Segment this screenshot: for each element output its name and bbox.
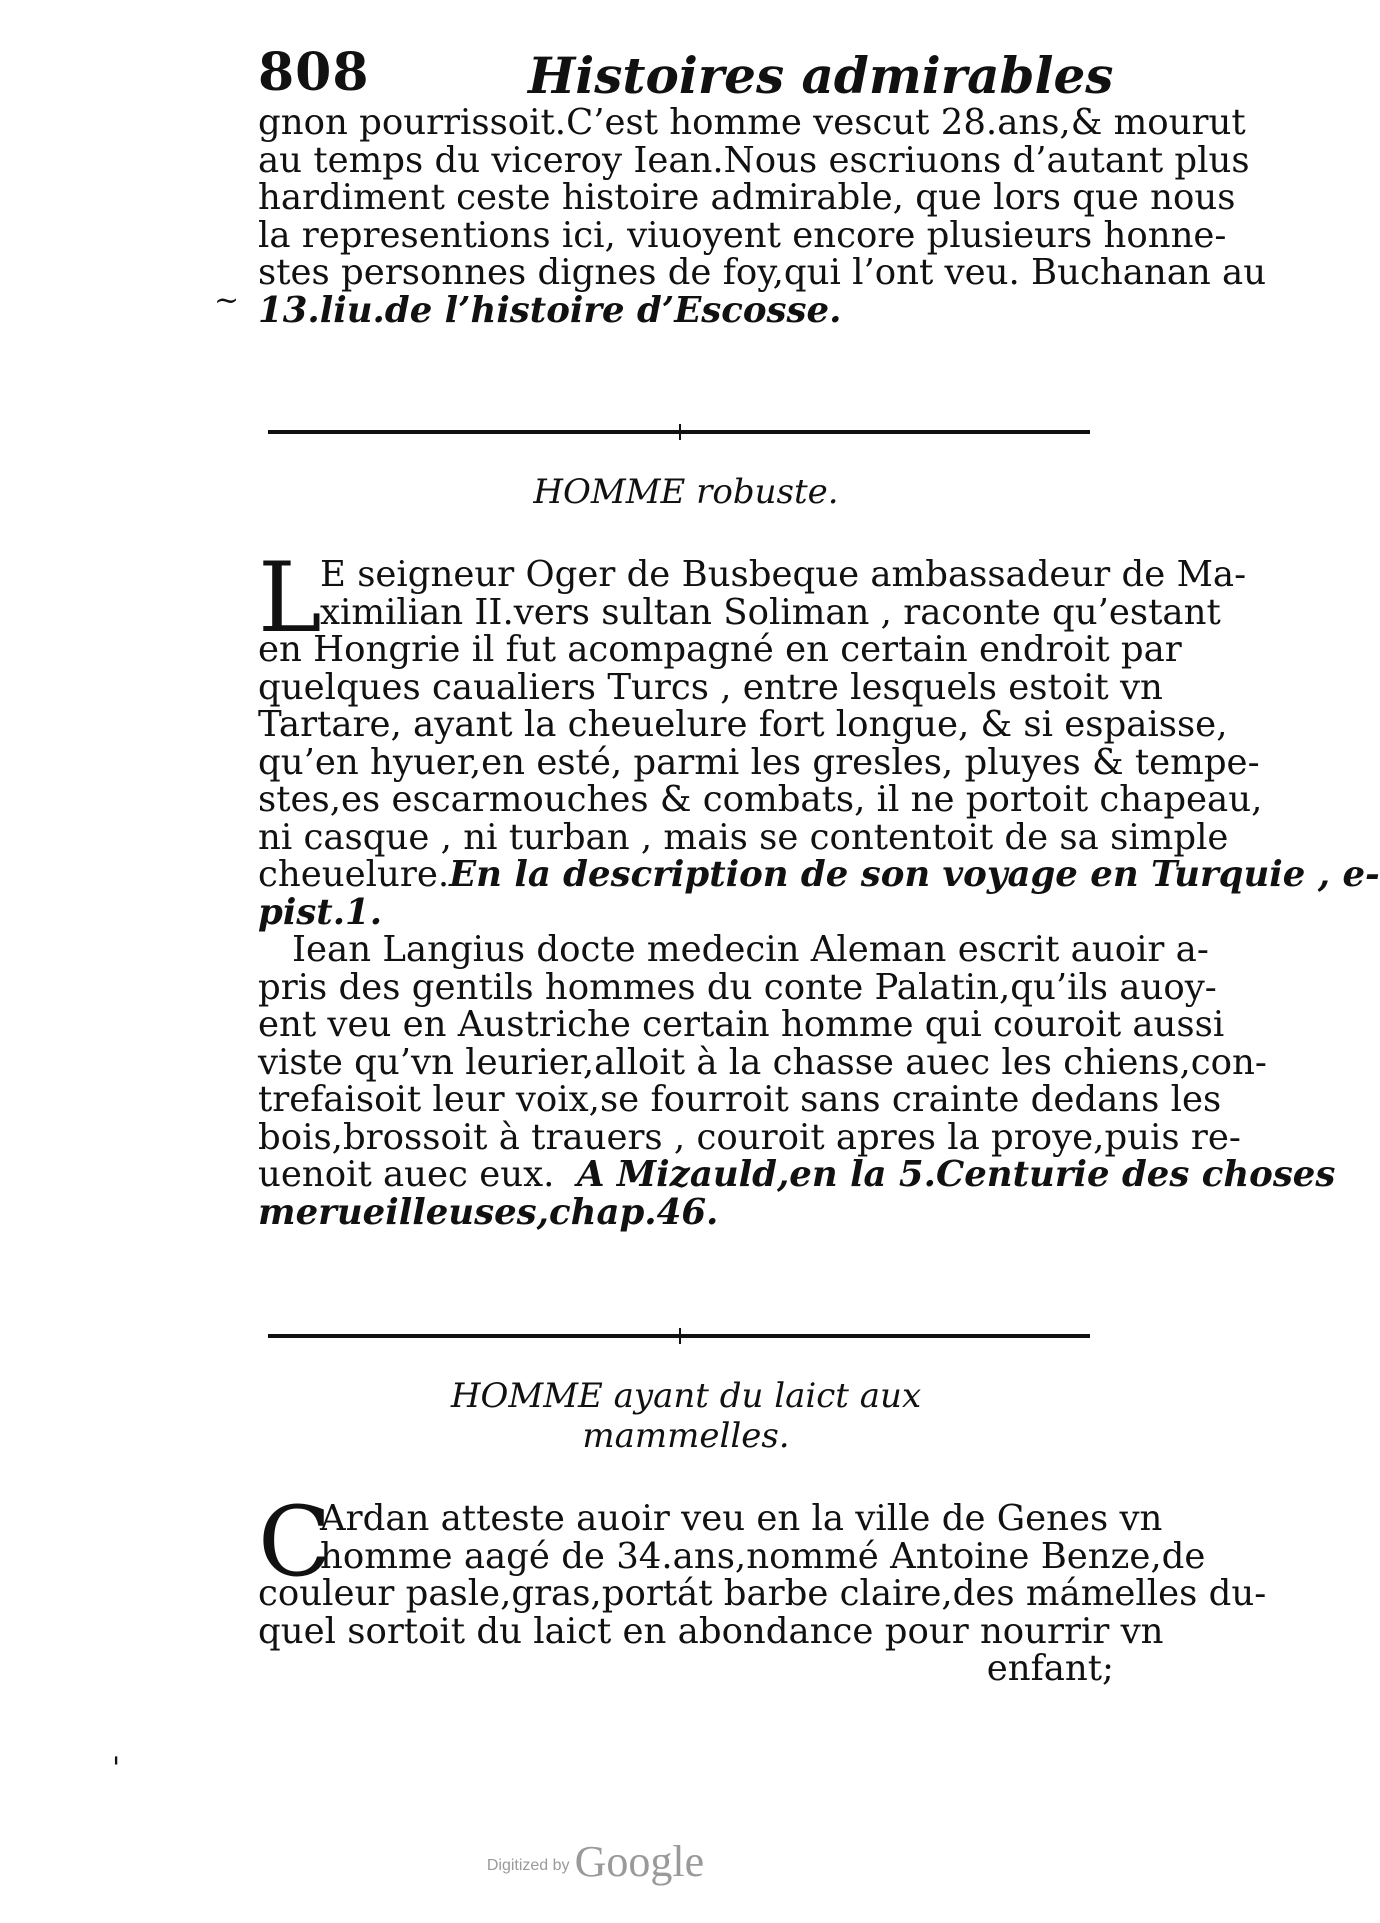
citation-line: 13.liu.de l’histoire d’Escosse. bbox=[258, 289, 842, 331]
text-line: couleur pasle,gras,portát barbe claire,des mámelles du- bbox=[258, 1573, 1267, 1614]
text-line: bois,brossoit à trauers , couroit apres la proye,puis re- bbox=[258, 1116, 1241, 1158]
citation: En la description de son voyage en Turquie , e- bbox=[449, 854, 1380, 895]
text-line: hardiment ceste histoire admirable, que lors que nous bbox=[258, 177, 1236, 218]
heading-line: mammelles. bbox=[582, 1416, 790, 1456]
text-line: quel sortoit du laict en abondance pour nourrir vn bbox=[258, 1610, 1164, 1652]
text-line: qu’en hyuer,en esté, parmi les gresles, pluyes & tempe- bbox=[258, 741, 1260, 783]
watermark-logo: Google bbox=[574, 1837, 705, 1886]
text-line: gnon pourrissoit.C’est homme vescut 28.ans,& mourut bbox=[258, 102, 1246, 143]
citation-line: merueilleuses,chap.46. bbox=[258, 1191, 719, 1233]
digitized-watermark bbox=[0, 1836, 1191, 1887]
text-line: en Hongrie il fut acompagné en certain endroit par bbox=[258, 629, 1182, 670]
margin-mark: ~ bbox=[214, 283, 240, 318]
text-line: Iean Langius docte medecin Aleman escrit auoir a- bbox=[292, 929, 1209, 970]
watermark-small: Digitized by bbox=[486, 1857, 570, 1874]
text-line: trefaisoit leur voix,se fourroit sans crainte dedans les bbox=[258, 1079, 1222, 1120]
citation: A Mizauld,en la 5.Centurie des choses bbox=[576, 1154, 1336, 1195]
text-line: E seigneur Oger de Busbeque ambassadeur de Ma- bbox=[320, 554, 1247, 595]
section-robuste-body bbox=[258, 542, 1380, 1233]
text-line: ni casque , ni turban , mais se contentoit de sa simple bbox=[258, 816, 1229, 858]
section-heading-robuste: HOMME robuste. bbox=[533, 472, 839, 512]
running-title: Histoires admirables bbox=[528, 46, 1114, 105]
text-line: quelques caualiers Turcs , entre lesquels estoit vn bbox=[258, 666, 1163, 708]
text-line: ximilian II.vers sultan Soliman , raconte qu’estant bbox=[320, 591, 1221, 633]
section-divider bbox=[268, 430, 1090, 434]
top-paragraph bbox=[258, 102, 1267, 331]
section-laict-body bbox=[258, 1486, 1267, 1689]
line-text: cheuelure. bbox=[258, 854, 450, 895]
line-text: uenoit auec eux. bbox=[258, 1154, 555, 1195]
text-line: homme aagé de 34.ans,nommé Antoine Benze,de bbox=[320, 1535, 1206, 1577]
page-number: 808 bbox=[258, 42, 370, 103]
text-line bbox=[258, 854, 1380, 895]
text-line: au temps du viceroy Iean.Nous escriuons d’autant plus bbox=[258, 139, 1250, 181]
citation-line: pist.1. bbox=[258, 891, 383, 933]
text-line: stes,es escarmouches & combats, il ne portoit chapeau, bbox=[258, 779, 1263, 820]
text-line: la representions ici, viuoyent encore plusieurs honne- bbox=[258, 214, 1227, 256]
drop-cap: L bbox=[258, 542, 322, 654]
section-heading-laict bbox=[258, 1376, 1114, 1456]
drop-cap: C bbox=[258, 1486, 332, 1598]
text-line: viste qu’vn leurier,alloit à la chasse auec les chiens,con- bbox=[258, 1041, 1267, 1083]
text-line: Ardan atteste auoir veu en la ville de Genes vn bbox=[320, 1498, 1163, 1539]
section-divider bbox=[268, 1334, 1090, 1338]
text-line: Tartare, ayant la cheuelure fort longue, & si espaisse, bbox=[258, 704, 1228, 745]
margin-mark: ' bbox=[112, 1751, 121, 1786]
text-line: stes personnes dignes de foy,qui l’ont veu. Buchanan au bbox=[258, 252, 1267, 293]
catchword: enfant; bbox=[986, 1648, 1114, 1689]
text-line bbox=[258, 1154, 1336, 1195]
text-line: pris des gentils hommes du conte Palatin,qu’ils auoy- bbox=[258, 966, 1217, 1008]
text-line: ent veu en Austriche certain homme qui couroit aussi bbox=[258, 1004, 1225, 1045]
heading-line: HOMME ayant du laict aux bbox=[450, 1376, 922, 1416]
